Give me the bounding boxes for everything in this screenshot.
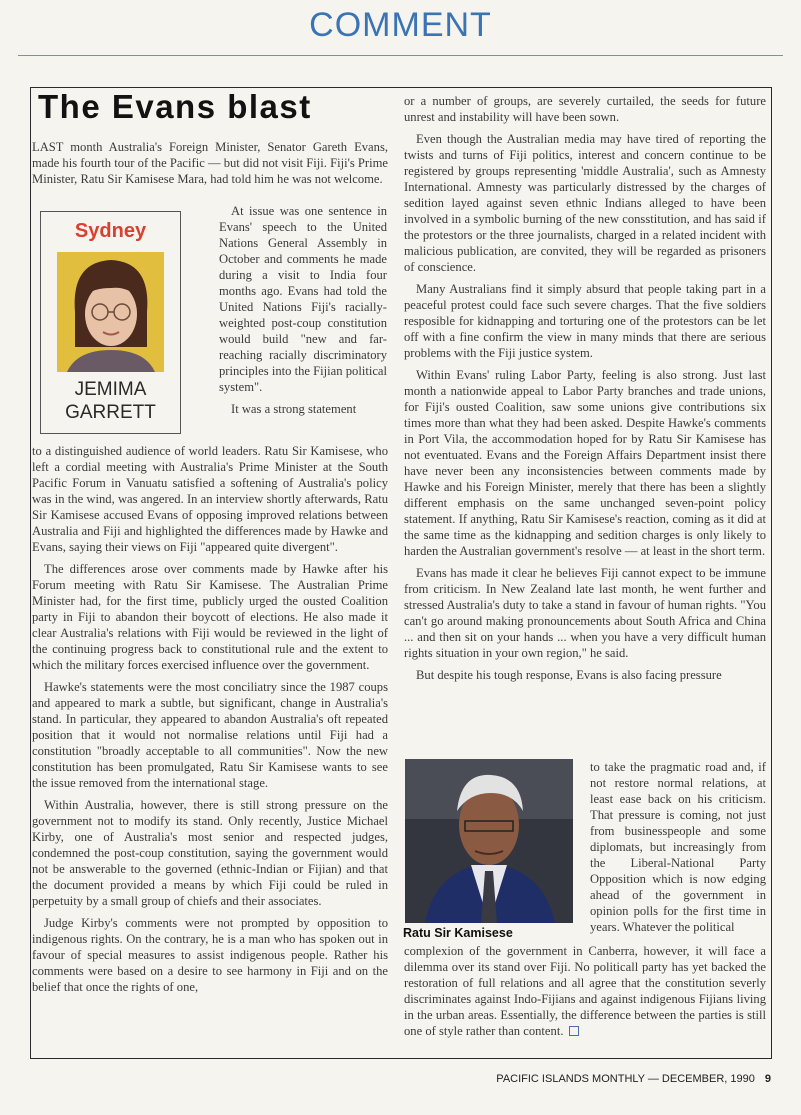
byline-last-name: GARRETT: [65, 402, 156, 423]
paragraph: Within Evans' ruling Labor Party, feeling is also strong. Just last month a nationwide appeal to Labor Party branches and trade unions, for Fiji's ousted Coalition, saw some unions give contributions six times more than what they had been asked. Despite Hawke's comments in Port Vila, the accommodation hoped for by Ratu Sir Kamisese has not eventuated. Evans and the Foreign Affairs Department insist there have never been any inconsistencies between comments made by Hawke and his Foreign Minister, merely that there has been a slightly different emphasis on the same unchanged seven-point policy statement. If anything, Ratu Sir Kamisese's reaction, coming as it did at the same time as the kidnapping and sedition charges is only likely to harden the Australian government's resolve — at least in the short term.: [404, 368, 766, 558]
article-left-body: [32, 443, 388, 995]
paragraph: Judge Kirby's comments were not prompted by opposition to indigenous rights. On the contrary, he is a man who has spoken out in favour of special measures to assist indigenous people. Rather his comments were based on a desire to see harmony in Fiji and on the belief that once the rights of one,: [32, 916, 388, 994]
paragraph-continued: to take the pragmatic road and, if not restore normal relations, at least ease back on his criticism. That pressure is coming, not just from businesspeople and some diplomats, but increasingly from the Liberal-National Party Opposition which is now edging ahead of the government in opinion polls for the first time in years. Whatever the political: [590, 760, 766, 934]
author-portrait-illustration: [57, 252, 164, 372]
byline-city: Sydney: [74, 220, 147, 242]
paragraph-continued: to a distinguished audience of world leaders. Ratu Sir Kamisese, who left a cordial meeting with Australia's Prime Minister at the South Pacific Forum in Vanuatu satisfied a softening of Australia's policy was in the wind, was angered. In an interview shortly afterwards, Ratu Sir Kamisese accused Evans of opposing improved relations between Australia and Fiji and highlighted the differences made by Hawke and Evans, saying their views on Fiji "appeared quite divergent".: [32, 444, 388, 554]
page-number: 9: [764, 1073, 771, 1085]
byline-name: [41, 378, 180, 424]
page-footer: [496, 1073, 771, 1085]
article-beside-byline: [219, 203, 387, 417]
article-lede: [32, 139, 388, 187]
article-beside-photo: [590, 759, 766, 935]
end-mark-icon: [569, 1026, 579, 1036]
photo-caption: Ratu Sir Kamisese: [403, 926, 513, 940]
article-closing: [404, 943, 766, 1039]
kamisese-photo-illustration: [405, 759, 573, 923]
paragraph: Within Australia, however, there is still strong pressure on the government not to modify its stand. Only recently, Justice Michael Kirby, one of Australia's most senior and respected judges, condemned the post-coup constitution, saying the government would not be answerable to the governed (ethnic-Indian or Fijian) and that the document provided a means by which Fiji could be ruled in perpetuity by a small group of chiefs and their associates.: [32, 798, 388, 908]
paragraph: Hawke's statements were the most conciliatry since the 1987 coups and appeared to mark a subtle, but significant, change in Australia's stand. In particular, they appeared to abandon Australia's oft repeated position that it would not normalise relations until Fiji had a constitution "broadly acceptable to all communities". Now the new constitution has been promulgated, Ratu Sir Kamisese wants to see the issue removed from the international stage.: [32, 680, 388, 790]
lede-paragraph: LAST month Australia's Foreign Minister, Senator Gareth Evans, made his fourth tour of the Pacific — but did not visit Fiji. Fiji's Prime Minister, Ratu Sir Kamisese Mara, had told him he was not welcome.: [32, 140, 388, 186]
paragraph: Even though the Australian media may have tired of reporting the twists and turns of Fiji politics, interest and concern continue to be registered by groups representing 'middle Australia', such as Amnesty International. Amnesty was particularly distressed by the charges of sedition layed against seven ethnic Indians alleged to have been involved in a symbolic burning of the new consstitution, and has said if the protestors or the three journalists, charged in a related incident with malicious publication, are convited, they will be regarded as prisoners of conscience.: [404, 132, 766, 274]
paragraph: Evans has made it clear he believes Fiji cannot expect to be immune from criticism. In New Zealand late last month, he went further and stressed Australia's duty to take a stand in favour of human rights. "You can't go around making pronouncements about South Africa and China ... and then sit on your hands ... when you have a very difficult human rights situation in your own region," he said.: [404, 566, 766, 660]
paragraph: The differences arose over comments made by Hawke after his Forum meeting with Ratu Sir Kamisese. The Australian Prime Minister had, for the first time, publicly urged the ousted Coalition party in Fiji to abandon their boycott of elections. He also made it clear Australia's relations with Fiji would be reviewed in the light of the continuing progress back to constitutional rule and the extent to which the military forces exercised influence over the government.: [32, 562, 388, 672]
paragraph: At issue was one sentence in Evans' speech to the United Nations General Assembly in October and comments he made during a visit to India four months ago. Evans had told the United Nations Fiji's racially-weighted post-coup constitution would build "new and far-reaching racially discriminatory principles into the Fijian political system".: [219, 204, 387, 394]
closing-text: complexion of the government in Canberra, however, it will face a dilemma over its stand over Fiji. No politicall party has yet backed the restoration of full relations and all agree that the constitution severly discriminates against Indo-Fijians and against indigenous Fijians living in the urban areas. Essentially, the difference between the parties is still one of style rather than content.: [404, 944, 766, 1038]
author-portrait: [57, 252, 164, 372]
paragraph: Many Australians find it simply absurd that people taking part in a peaceful protest could face such severe charges. That the five soldiers resposible for kidnapping and torturing one of the protestors can be let off with a fine confirm the view in many minds that there are serious problems with the Fiji justice system.: [404, 282, 766, 360]
article-headline: The Evans blast: [38, 88, 312, 125]
footer-publication: PACIFIC ISLANDS MONTHLY — DECEMBER, 1990: [496, 1073, 755, 1085]
paragraph-continued: or a number of groups, are severely curtailed, the seeds for future unrest and instability will have been sown.: [404, 94, 766, 124]
byline-box: [40, 211, 181, 434]
heading-rule: [18, 55, 783, 56]
article-right-body: [404, 93, 766, 683]
paragraph-continued: [404, 943, 766, 1039]
paragraph-start: But despite his tough response, Evans is also facing pressure: [416, 668, 722, 682]
section-heading: COMMENT: [309, 6, 492, 44]
byline-first-name: JEMIMA: [74, 379, 147, 400]
kamisese-photo: [405, 759, 573, 923]
paragraph-start: It was a strong statement: [231, 402, 357, 416]
